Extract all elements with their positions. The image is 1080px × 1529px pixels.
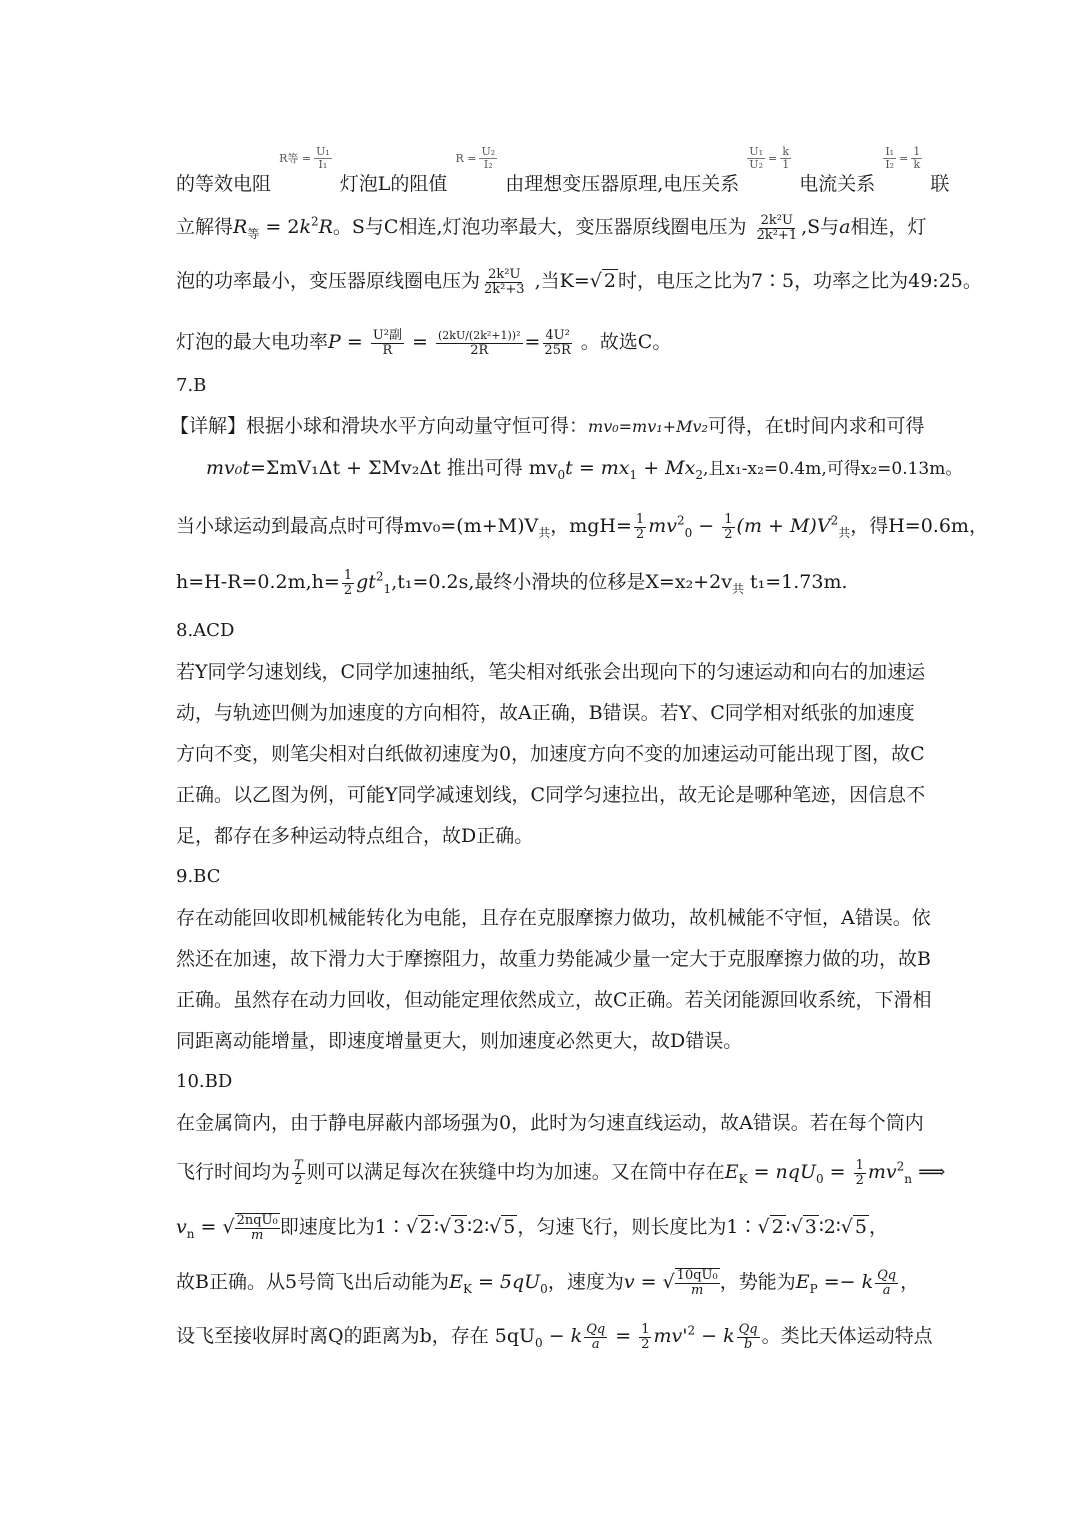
- fraction-denominator: a: [882, 1282, 891, 1298]
- text-fragment: =ΣmV₁Δt + ΣMv₂Δt 推出可得 mv: [250, 457, 558, 479]
- text-fragment: ，势能为: [719, 1271, 796, 1293]
- math-subscript: n: [186, 1226, 195, 1241]
- text-line-26: [176, 1321, 933, 1352]
- square-root: √ 2: [405, 1216, 433, 1238]
- math-text: =: [194, 1216, 223, 1238]
- text-fragment: 泡的功率最小，变压器原线圈电压为: [176, 270, 481, 292]
- text-fragment: ∶: [785, 1216, 791, 1238]
- math-text: =: [340, 331, 369, 353]
- math-subscript: 1: [629, 467, 638, 482]
- fraction-denominator: 2k²+3: [484, 281, 525, 297]
- fraction-t-over-2: [292, 1159, 305, 1188]
- fraction-one-half: [342, 569, 354, 598]
- formula-denominator: U₂: [749, 158, 763, 171]
- text-line-3: [176, 266, 982, 297]
- text-line-2: [176, 212, 927, 243]
- text-line-20: 同距离动能增量，即速度增量更大，则加速度必然更大，故D错误。: [176, 1030, 743, 1052]
- text-line-25: [176, 1267, 920, 1298]
- fraction-numerator: 1: [641, 1321, 650, 1337]
- text-fragment: ,S与: [801, 216, 840, 238]
- text-fragment: 。类比天体运动特点: [761, 1325, 933, 1347]
- text-fragment: ∶2∶: [818, 1216, 841, 1238]
- math-text: =: [609, 1325, 638, 1347]
- math-expression: mv: [648, 515, 677, 537]
- fraction-denominator: 2: [294, 1172, 303, 1188]
- answer-heading-9: 9.BC: [176, 866, 221, 887]
- radicand: 3: [453, 1216, 466, 1238]
- text-fragment: 联: [930, 173, 950, 195]
- formula-numerator: I₁: [885, 145, 895, 158]
- fraction-numerator: 2nqU₀: [236, 1213, 278, 1228]
- text-line-14: 正确。以乙图为例，可能Y同学减速划线，C同学匀速拉出，故无论是哪种笔迹，因信息不: [176, 784, 926, 806]
- radicand: 2: [419, 1216, 433, 1238]
- math-subscript: 共: [731, 581, 744, 596]
- formula-equivalent-resistance: [279, 146, 332, 171]
- text-line-9: [176, 568, 910, 598]
- math-expression: mv': [653, 1325, 688, 1347]
- text-line-19: 正确。虽然存在动力回收，但动能定理依然成立，故C正确。若关闭能源回收系统，下滑相: [176, 989, 932, 1011]
- formula-equals: =: [899, 151, 909, 165]
- fraction-denominator: a: [591, 1336, 600, 1352]
- fraction-denominator: 2k²+1: [756, 227, 798, 243]
- fraction-numerator: 2k²U: [760, 212, 793, 228]
- text-line-4: [176, 328, 910, 358]
- square-root: √ 5: [489, 1216, 516, 1238]
- formula-numerator: U₁: [316, 145, 330, 158]
- math-symbol: a: [839, 216, 851, 238]
- fraction-denominator: m: [250, 1228, 264, 1243]
- formula-numerator: 1: [913, 145, 921, 158]
- text-fragment: t₁=1.73m.: [743, 571, 848, 593]
- fraction-denominator: m: [691, 1283, 704, 1298]
- math-expression: mv₀=mv₁+Mv₂: [588, 417, 708, 436]
- answer-heading-7: 7.B: [176, 375, 207, 396]
- math-expression: mv₀t: [206, 457, 251, 479]
- text-fragment: 的等效电阻: [176, 173, 272, 195]
- math-subscript: 0: [815, 1171, 824, 1186]
- math-text: = 2: [259, 216, 300, 238]
- text-fragment: 电流关系: [799, 173, 876, 195]
- text-fragment: ，mgH=: [550, 515, 632, 537]
- text-fragment: ，得H=0.6m，: [850, 515, 988, 537]
- math-subscript: 2: [695, 467, 703, 482]
- math-expression: mv: [867, 1161, 897, 1183]
- math-subscript: 共: [838, 525, 851, 540]
- square-root: √ 2nqU₀ m: [222, 1213, 278, 1243]
- math-symbol: E: [724, 1161, 739, 1183]
- fraction-numerator: 1: [343, 567, 353, 583]
- text-line-22: 在金属筒内，由于静电屏蔽内部场强为0，此时为匀速直线运动，故A错误。若在每个筒内: [176, 1112, 924, 1134]
- math-symbol: k: [299, 216, 311, 238]
- math-subscript: 0: [535, 1335, 543, 1350]
- math-expression: = nqU: [747, 1161, 816, 1183]
- fraction-denominator: 2: [635, 526, 645, 542]
- fraction-denominator: b: [743, 1336, 753, 1352]
- text-fragment: ，速度为: [547, 1271, 624, 1293]
- math-symbol: v: [176, 1216, 187, 1238]
- formula-voltage-ratio: [747, 146, 791, 171]
- math-subscript: n: [904, 1171, 913, 1186]
- math-subscript: K: [738, 1171, 748, 1186]
- math-subscript: 0: [540, 1281, 548, 1296]
- formula-lamp-resistance: [455, 146, 497, 171]
- text-fragment: ∶: [434, 1216, 439, 1238]
- fraction-numerator: Qq: [877, 1267, 897, 1283]
- math-expression: t = mx: [565, 457, 630, 479]
- math-text: =: [634, 1271, 663, 1293]
- fraction-one-half: [634, 513, 646, 542]
- fraction-numerator: (2kU/(2k²+1))²: [437, 328, 521, 342]
- fraction: [371, 329, 404, 358]
- fraction: [875, 1269, 898, 1298]
- formula-denominator: I₁: [318, 158, 328, 171]
- fraction-numerator: 4U²: [545, 327, 570, 343]
- fraction: [436, 329, 523, 358]
- text-fragment: ，匀速飞行，则长度比为1∶: [517, 1216, 758, 1238]
- formula-equals: =: [767, 151, 778, 165]
- formula-numerator: k: [782, 145, 790, 158]
- answer-heading-10: 10.BD: [176, 1071, 233, 1092]
- fraction: [482, 268, 527, 297]
- math-subscript: 1: [383, 581, 392, 596]
- math-expression: + Mx: [637, 457, 696, 479]
- formula-numerator: U₁: [749, 145, 763, 158]
- text-fragment: 即速度比为1∶: [279, 1216, 406, 1238]
- text-line-13: 方向不变，则笔尖相对白纸做初速度为0，加速度方向不变的加速运动可能出现丁图，故C: [176, 743, 925, 765]
- text-line-1: [176, 145, 950, 198]
- math-expression: (m + M)V: [736, 515, 831, 537]
- text-fragment: h=H-R=0.2m,h=: [176, 571, 340, 593]
- answer-heading-8: 8.ACD: [176, 620, 235, 641]
- fraction-denominator: 2: [855, 1172, 864, 1188]
- formula-denominator: I₂: [885, 158, 895, 171]
- text-fragment: 时，电压之比为7∶5，功率之比为49:25。: [617, 270, 982, 292]
- radicand: 2: [603, 270, 616, 292]
- text-fragment: 设飞至接收屏时离Q的距离为b，存在 5qU: [176, 1325, 536, 1347]
- math-superscript: 2: [896, 1159, 905, 1174]
- formula-label: R =: [455, 151, 477, 165]
- text-fragment: 可得，在t时间内求和可得: [707, 415, 925, 437]
- fraction-denominator: R: [382, 342, 393, 358]
- text-fragment: 【详解】根据小球和滑块水平方向动量守恒可得：: [170, 415, 589, 437]
- fraction: [584, 1323, 607, 1352]
- square-root: √ 3: [438, 1216, 466, 1238]
- text-line-11: 若Y同学匀速划线，C同学加速抽纸，笔尖相对纸张会出现向下的匀速运动和向右的加速运: [176, 661, 926, 683]
- text-fragment: ∶2∶: [467, 1216, 490, 1238]
- fraction-denominator: 2: [641, 1336, 650, 1352]
- math-symbol: E: [795, 1271, 810, 1293]
- square-root: √ 2: [589, 270, 616, 292]
- fraction-one-half: [639, 1323, 651, 1352]
- square-root: √ 3: [790, 1216, 817, 1238]
- math-superscript: 2: [310, 214, 319, 229]
- square-root: √ $\frac{\text{10qU₀}}{m}$: [662, 1268, 718, 1298]
- text-fragment: 灯泡L的阻值: [339, 173, 448, 195]
- fraction-numerator: Qq: [738, 1321, 758, 1337]
- math-symbol: P: [328, 331, 341, 353]
- math-text: =: [823, 1161, 852, 1183]
- text-line-8: [176, 511, 988, 542]
- text-fragment: ,当K=: [528, 270, 590, 292]
- math-subscript: 0: [684, 525, 693, 540]
- math-superscript: 2: [676, 513, 685, 528]
- fraction-numerator: T: [294, 1157, 303, 1173]
- fraction-numerator: 1: [724, 511, 733, 527]
- formula-denominator: I₂: [483, 158, 493, 171]
- fraction-numerator: 1: [635, 511, 645, 527]
- text-line-7: [206, 454, 963, 483]
- fraction-numerator: 1: [855, 1157, 864, 1173]
- text-line-6: [170, 412, 925, 441]
- text-fragment: ,且x₁-x₂=0.4m,可得x₂=0.13m。: [702, 459, 963, 479]
- text-fragment: ,t₁=0.2s,最终小滑块的位移是X=x₂+2v: [391, 571, 732, 593]
- math-expression: = 5qU: [471, 1271, 541, 1293]
- fraction-one-half: [854, 1159, 866, 1188]
- fraction-numerator: Qq: [586, 1321, 606, 1337]
- text-fragment: 故B正确。从5号筒飞出后动能为: [176, 1271, 450, 1293]
- text-fragment: 则可以满足每次在狭缝中均为加速。又在筒中存在: [306, 1161, 725, 1183]
- radicand: 2: [771, 1216, 784, 1238]
- math-text: =: [524, 331, 541, 353]
- radicand: 5: [854, 1216, 867, 1238]
- fraction-denominator: 2R: [470, 342, 489, 358]
- text-fragment: 。S与C相连,灯泡功率最大，变压器原线圈电压为: [332, 216, 747, 238]
- text-fragment: ，: [869, 1216, 889, 1238]
- text-fragment: 立解得: [176, 216, 234, 238]
- text-fragment: 相连，灯: [850, 216, 927, 238]
- formula-denominator: 1: [782, 158, 790, 171]
- text-line-17: 存在动能回收即机械能转化为电能，且存在克服摩擦力做功，故机械能不守恒，A错误。依: [176, 907, 931, 929]
- text-line-12: 动，与轨迹凹侧为加速度的方向相符，故A正确，B错误。若Y、C同学相对纸张的加速度: [176, 702, 915, 724]
- formula-current-ratio: [883, 146, 922, 171]
- fraction-denominator: 2: [343, 582, 353, 598]
- text-line-18: 然还在加速，故下滑力大于摩擦阻力，故重力势能减少量一定大于克服摩擦力做的功，故B: [176, 948, 931, 970]
- math-expression: − k: [695, 1325, 735, 1347]
- math-symbol: R: [318, 216, 333, 238]
- radicand: 3: [804, 1216, 817, 1238]
- text-fragment: 由理想变压器原理,电压关系: [505, 173, 740, 195]
- math-subscript: P: [809, 1281, 818, 1296]
- math-symbol: R: [233, 216, 248, 238]
- radicand: 5: [503, 1216, 516, 1238]
- formula-label: R等 =: [279, 151, 312, 165]
- square-root: √ 2: [757, 1216, 784, 1238]
- fraction-numerator: 2k²U: [488, 266, 521, 282]
- fraction-one-half: [722, 513, 734, 542]
- math-subscript: 等: [247, 226, 260, 241]
- math-expression: − k: [542, 1325, 583, 1347]
- math-superscript: 2: [830, 513, 839, 528]
- fraction-denominator: 2: [724, 526, 733, 542]
- math-text: −: [692, 515, 721, 537]
- fraction: [755, 214, 800, 243]
- math-superscript: 2: [687, 1323, 696, 1338]
- math-text: =: [405, 331, 434, 353]
- math-subscript: 共: [538, 525, 551, 540]
- math-symbol: E: [449, 1271, 463, 1293]
- fraction: [542, 329, 572, 358]
- text-fragment: 当小球运动到最高点时可得mv₀=(m+M)V: [176, 515, 539, 537]
- math-expression: =− k: [817, 1271, 874, 1293]
- text-fragment: 飞行时间均为: [176, 1161, 291, 1183]
- text-line-24: [176, 1213, 910, 1243]
- formula-numerator: U₂: [481, 145, 496, 158]
- formula-denominator: k: [913, 158, 921, 171]
- math-superscript: 2: [375, 569, 384, 584]
- fraction-denominator: 25R: [544, 342, 571, 358]
- text-fragment: ，: [900, 1271, 920, 1293]
- math-subscript: 0: [557, 467, 566, 482]
- fraction-numerator: U²副: [372, 327, 402, 343]
- square-root: √ 5: [840, 1216, 867, 1238]
- math-symbol: v: [623, 1271, 635, 1293]
- text-fragment: 。故选C。: [574, 331, 672, 353]
- text-line-15: 足，都存在多种运动特点组合，故D正确。: [176, 825, 534, 847]
- text-fragment: 灯泡的最大电功率: [176, 331, 329, 353]
- math-subscript: K: [462, 1281, 472, 1296]
- math-text: ⟹: [912, 1161, 946, 1183]
- text-line-23: [176, 1157, 946, 1188]
- fraction: [737, 1323, 760, 1352]
- fraction-numerator: 10qU₀: [676, 1268, 718, 1283]
- math-expression: gt: [356, 571, 376, 593]
